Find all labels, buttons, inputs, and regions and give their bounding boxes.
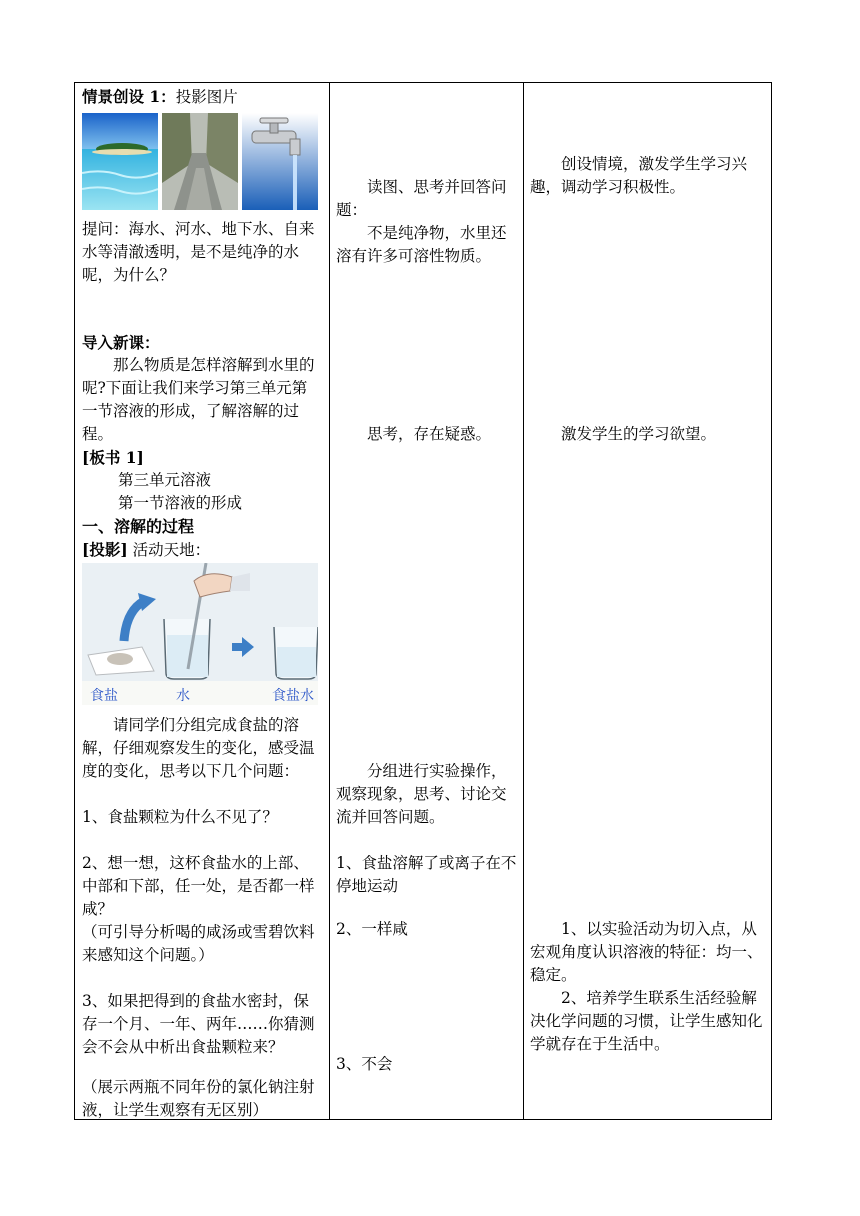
answer-2: 2、一样咸 — [336, 920, 408, 938]
read-instruction: 读图、思考并回答问题： — [336, 178, 507, 219]
student-think: 思考，存在疑惑。 — [367, 425, 492, 443]
scene-heading: 情景创设 1： — [82, 87, 176, 106]
question-2: 2、想一想，这杯食盐水的上部、中部和下部，任一处，是否都一样咸？ — [82, 854, 315, 918]
question-3: 3、如果把得到的食盐水密封，保存一个月、一年、两年……你猜测会不会从中析出食盐颗粒来？ — [82, 992, 315, 1056]
question-3-note: （展示两瓶不同年份的氯化钠注射液，让学生观察有无区别） — [82, 1078, 315, 1119]
intro-text: 那么物质是怎样溶解到水里的呢?下面让我们来学习第三单元第一节溶液的形成，了解溶解的过程。 — [82, 356, 315, 443]
scene-title: 投影图片 — [175, 88, 238, 106]
question-text: 提问：海水、河水、地下水、自来水等清澈透明，是不是纯净的水呢，为什么？ — [82, 220, 315, 284]
river-photo — [162, 113, 238, 210]
scene-heading-line — [82, 85, 322, 109]
figure-label-water: 水 — [176, 688, 190, 704]
figure-label-salt: 食盐 — [90, 688, 118, 704]
question-1: 1、食盐颗粒为什么不见了？ — [82, 808, 278, 826]
board-label: [板书 1] — [82, 448, 144, 467]
group-activity: 分组进行实验操作，观察现象，思考、讨论交流并回答问题。 — [336, 762, 507, 826]
projection-text: 活动天地： — [132, 541, 211, 559]
column-divider-2 — [523, 83, 524, 1119]
board-line-1: 第三单元溶液 — [118, 471, 212, 489]
question-2-note: （可引导分析喝的咸汤或雪碧饮料来感知这个问题。） — [82, 923, 315, 964]
projection-line — [82, 538, 322, 562]
figure-label-saltwater: 食盐水 — [272, 688, 314, 704]
column-divider-1 — [329, 83, 330, 1119]
sea-island-photo — [82, 113, 158, 210]
answer-1: 1、食盐溶解了或离子在不停地运动 — [336, 854, 517, 895]
tap-water-photo — [242, 113, 318, 210]
design-intent-1: 创设情境，激发学生学习兴趣，调动学习积极性。 — [530, 155, 748, 196]
read-answer: 不是纯净物，水里还溶有许多可溶性物质。 — [336, 224, 507, 265]
answer-3: 3、不会 — [336, 1055, 393, 1073]
dissolution-figure — [82, 563, 318, 705]
section-heading: 一、溶解的过程 — [82, 517, 195, 536]
intro-heading: 导入新课： — [82, 333, 160, 352]
activity-text: 请同学们分组完成食盐的溶解，仔细观察发生的变化，感受温度的变化，思考以下几个问题： — [82, 716, 315, 780]
design-intent-4: 2、培养学生联系生活经验解决化学问题的习惯，让学生感知化学就存在于生活中。 — [530, 989, 763, 1053]
design-intent-2: 激发学生的学习欲望。 — [561, 425, 717, 443]
board-line-2: 第一节溶液的形成 — [118, 494, 243, 512]
projection-label: [投影] — [82, 540, 128, 559]
design-intent-3: 1、以实验活动为切入点，从宏观角度认识溶液的特征：均一、稳定。 — [530, 920, 763, 984]
